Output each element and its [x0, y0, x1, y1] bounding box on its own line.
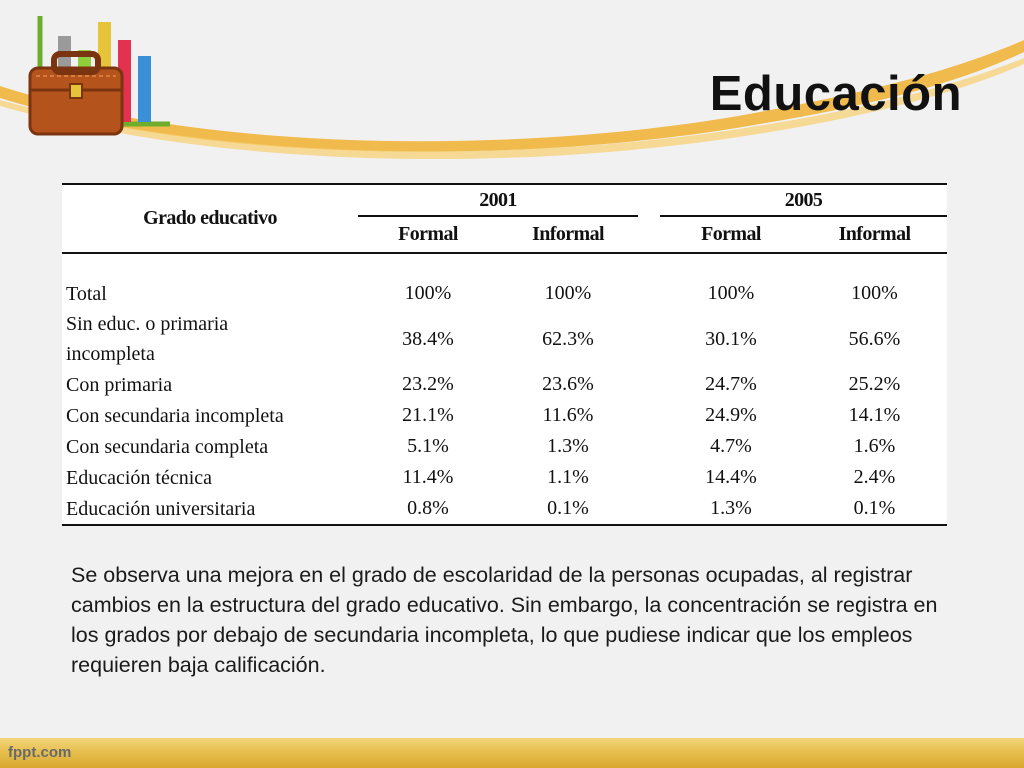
year-header-2005: 2005: [660, 184, 947, 216]
table-row: [62, 462, 947, 493]
cell-value: 100%: [851, 282, 898, 304]
row-label: Con primaria: [66, 373, 173, 396]
body-paragraph: Se observa una mejora en el grado de escolaridad de la personas ocupadas, al registrar cambios en la estructura del grado educativo. Sin embargo, la concentración se registra en los grados por debajo de secundaria incompleta, lo que pudiese indicar que los empleos requieren baja calificación.: [71, 563, 938, 677]
cell-value: 0.8%: [358, 493, 498, 525]
footer-bar: [0, 738, 1024, 768]
cell-value: 11.6%: [542, 404, 594, 426]
cell-value: 100%: [707, 282, 755, 304]
page-title: Educación: [709, 67, 962, 121]
table-row: [62, 278, 947, 309]
cell-value: 0.1%: [802, 493, 947, 525]
table-row: [62, 493, 947, 525]
cell-value: 1.6%: [853, 435, 896, 457]
subheader-formal-2001: Formal: [358, 216, 498, 253]
column-header-grado: Grado educativo: [62, 184, 358, 253]
cell-value: 30.1%: [705, 327, 757, 350]
row-label: Educación técnica: [66, 466, 213, 489]
cell-value: 56.6%: [848, 327, 901, 350]
cell-value: 100%: [544, 282, 592, 304]
footer-brand: fppt.com: [8, 744, 72, 761]
education-table: [62, 183, 947, 526]
table-row: [62, 309, 947, 369]
row-label: Total: [66, 282, 107, 305]
cell-value: 100%: [404, 282, 452, 304]
cell-value: 5.1%: [407, 435, 449, 457]
cell-value: 24.9%: [705, 404, 757, 426]
cell-value: 62.3%: [542, 327, 594, 350]
subheader-formal-2005: Formal: [660, 216, 802, 253]
row-label: Educación universitaria: [62, 493, 358, 525]
cell-value: 21.1%: [402, 404, 454, 426]
cell-value: 14.1%: [848, 404, 901, 426]
cell-value: 11.4%: [402, 466, 454, 488]
table-row: [62, 400, 947, 431]
table-row: [62, 431, 947, 462]
cell-value: 2.4%: [853, 466, 896, 488]
row-label: Con secundaria incompleta: [66, 404, 284, 427]
cell-value: 24.7%: [705, 373, 757, 395]
cell-value: 14.4%: [705, 466, 757, 488]
cell-value: 23.6%: [542, 373, 594, 395]
row-label: Sin educ. o primaria incompleta: [66, 313, 229, 365]
year-header-2001: 2001: [358, 184, 638, 216]
cell-value: 1.1%: [547, 466, 589, 488]
header-gap: [638, 184, 660, 216]
cell-value: 38.4%: [402, 327, 454, 350]
table-spacer: [62, 253, 947, 278]
cell-value: 4.7%: [710, 435, 752, 457]
cell-value: 1.3%: [660, 493, 802, 525]
briefcase-chart-logo: [10, 6, 175, 146]
cell-value: 1.3%: [547, 435, 589, 457]
subheader-informal-2005: Informal: [802, 216, 947, 253]
cell-value: 0.1%: [498, 493, 638, 525]
subheader-informal-2001: Informal: [498, 216, 638, 253]
cell-value: 25.2%: [848, 373, 901, 395]
subheader-gap: [638, 216, 660, 253]
row-label: Con secundaria completa: [66, 435, 269, 458]
cell-value: 23.2%: [402, 373, 454, 395]
table-row: [62, 369, 947, 400]
